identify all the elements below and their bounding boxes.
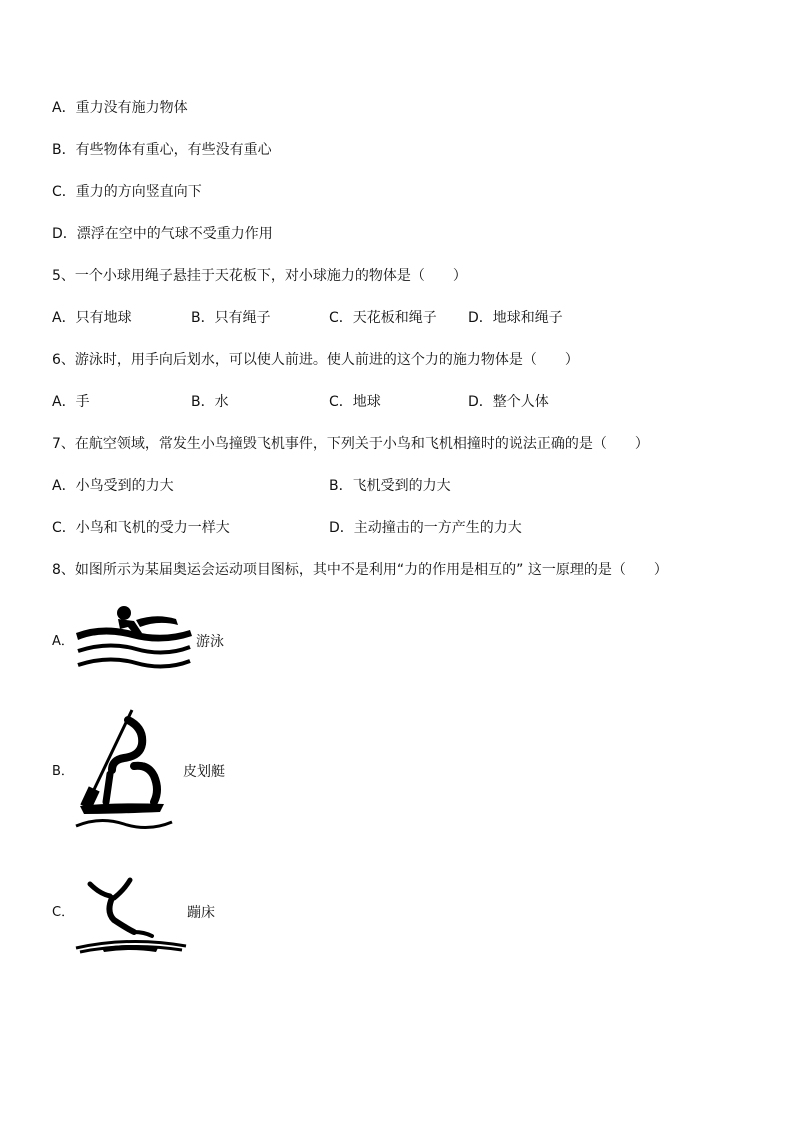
q4-option-a: A．重力没有施力物体 (52, 100, 188, 116)
q6-stem: 6、游泳时，用手向后划水，可以使人前进。使人前进的这个力的施力物体是（ ） (52, 352, 579, 368)
q4-option-b: B．有些物体有重心，有些没有重心 (52, 142, 272, 158)
q8-option-c-label: 蹦床 (187, 905, 215, 921)
q7-stem: 7、在航空领域，常发生小鸟撞毁飞机事件，下列关于小鸟和飞机相撞时的说法正确的是（ ） (52, 436, 649, 452)
q5-option-a: A．只有地球 (52, 310, 132, 326)
q8-option-c-letter: C． (52, 905, 75, 920)
q8-option-a-letter: A． (52, 634, 74, 649)
q8-option-b-label: 皮划艇 (183, 764, 225, 780)
q5-option-c: C．天花板和绳子 (329, 310, 437, 326)
q8-option-a-label: 游泳 (196, 634, 224, 650)
q7-option-c: C．小鸟和飞机的受力一样大 (52, 520, 230, 536)
q6-option-c: C．地球 (329, 394, 381, 410)
q5-stem: 5、一个小球用绳子悬挂于天花板下，对小球施力的物体是（ ） (52, 268, 467, 284)
q4-option-c: C．重力的方向竖直向下 (52, 184, 202, 200)
q6-option-a: A．手 (52, 394, 90, 410)
q7-option-a: A．小鸟受到的力大 (52, 478, 174, 494)
q8-stem: 8、如图所示为某届奥运会运动项目图标，其中不是利用“力的作用是相互的” 这一原理的是（ ） (52, 562, 668, 578)
q7-option-d: D．主动撞击的一方产生的力大 (329, 520, 522, 536)
q6-option-b: B．水 (191, 394, 229, 410)
q5-option-b: B．只有绳子 (191, 310, 271, 326)
trampoline-icon (72, 876, 190, 958)
q7-option-b: B．飞机受到的力大 (329, 478, 451, 494)
swimming-icon (72, 603, 198, 675)
q6-option-d: D．整个人体 (468, 394, 549, 410)
canoe-icon (72, 706, 184, 834)
q5-option-d: D．地球和绳子 (468, 310, 563, 326)
q8-option-b-letter: B． (52, 764, 74, 779)
q4-option-d: D．漂浮在空中的气球不受重力作用 (52, 226, 273, 242)
